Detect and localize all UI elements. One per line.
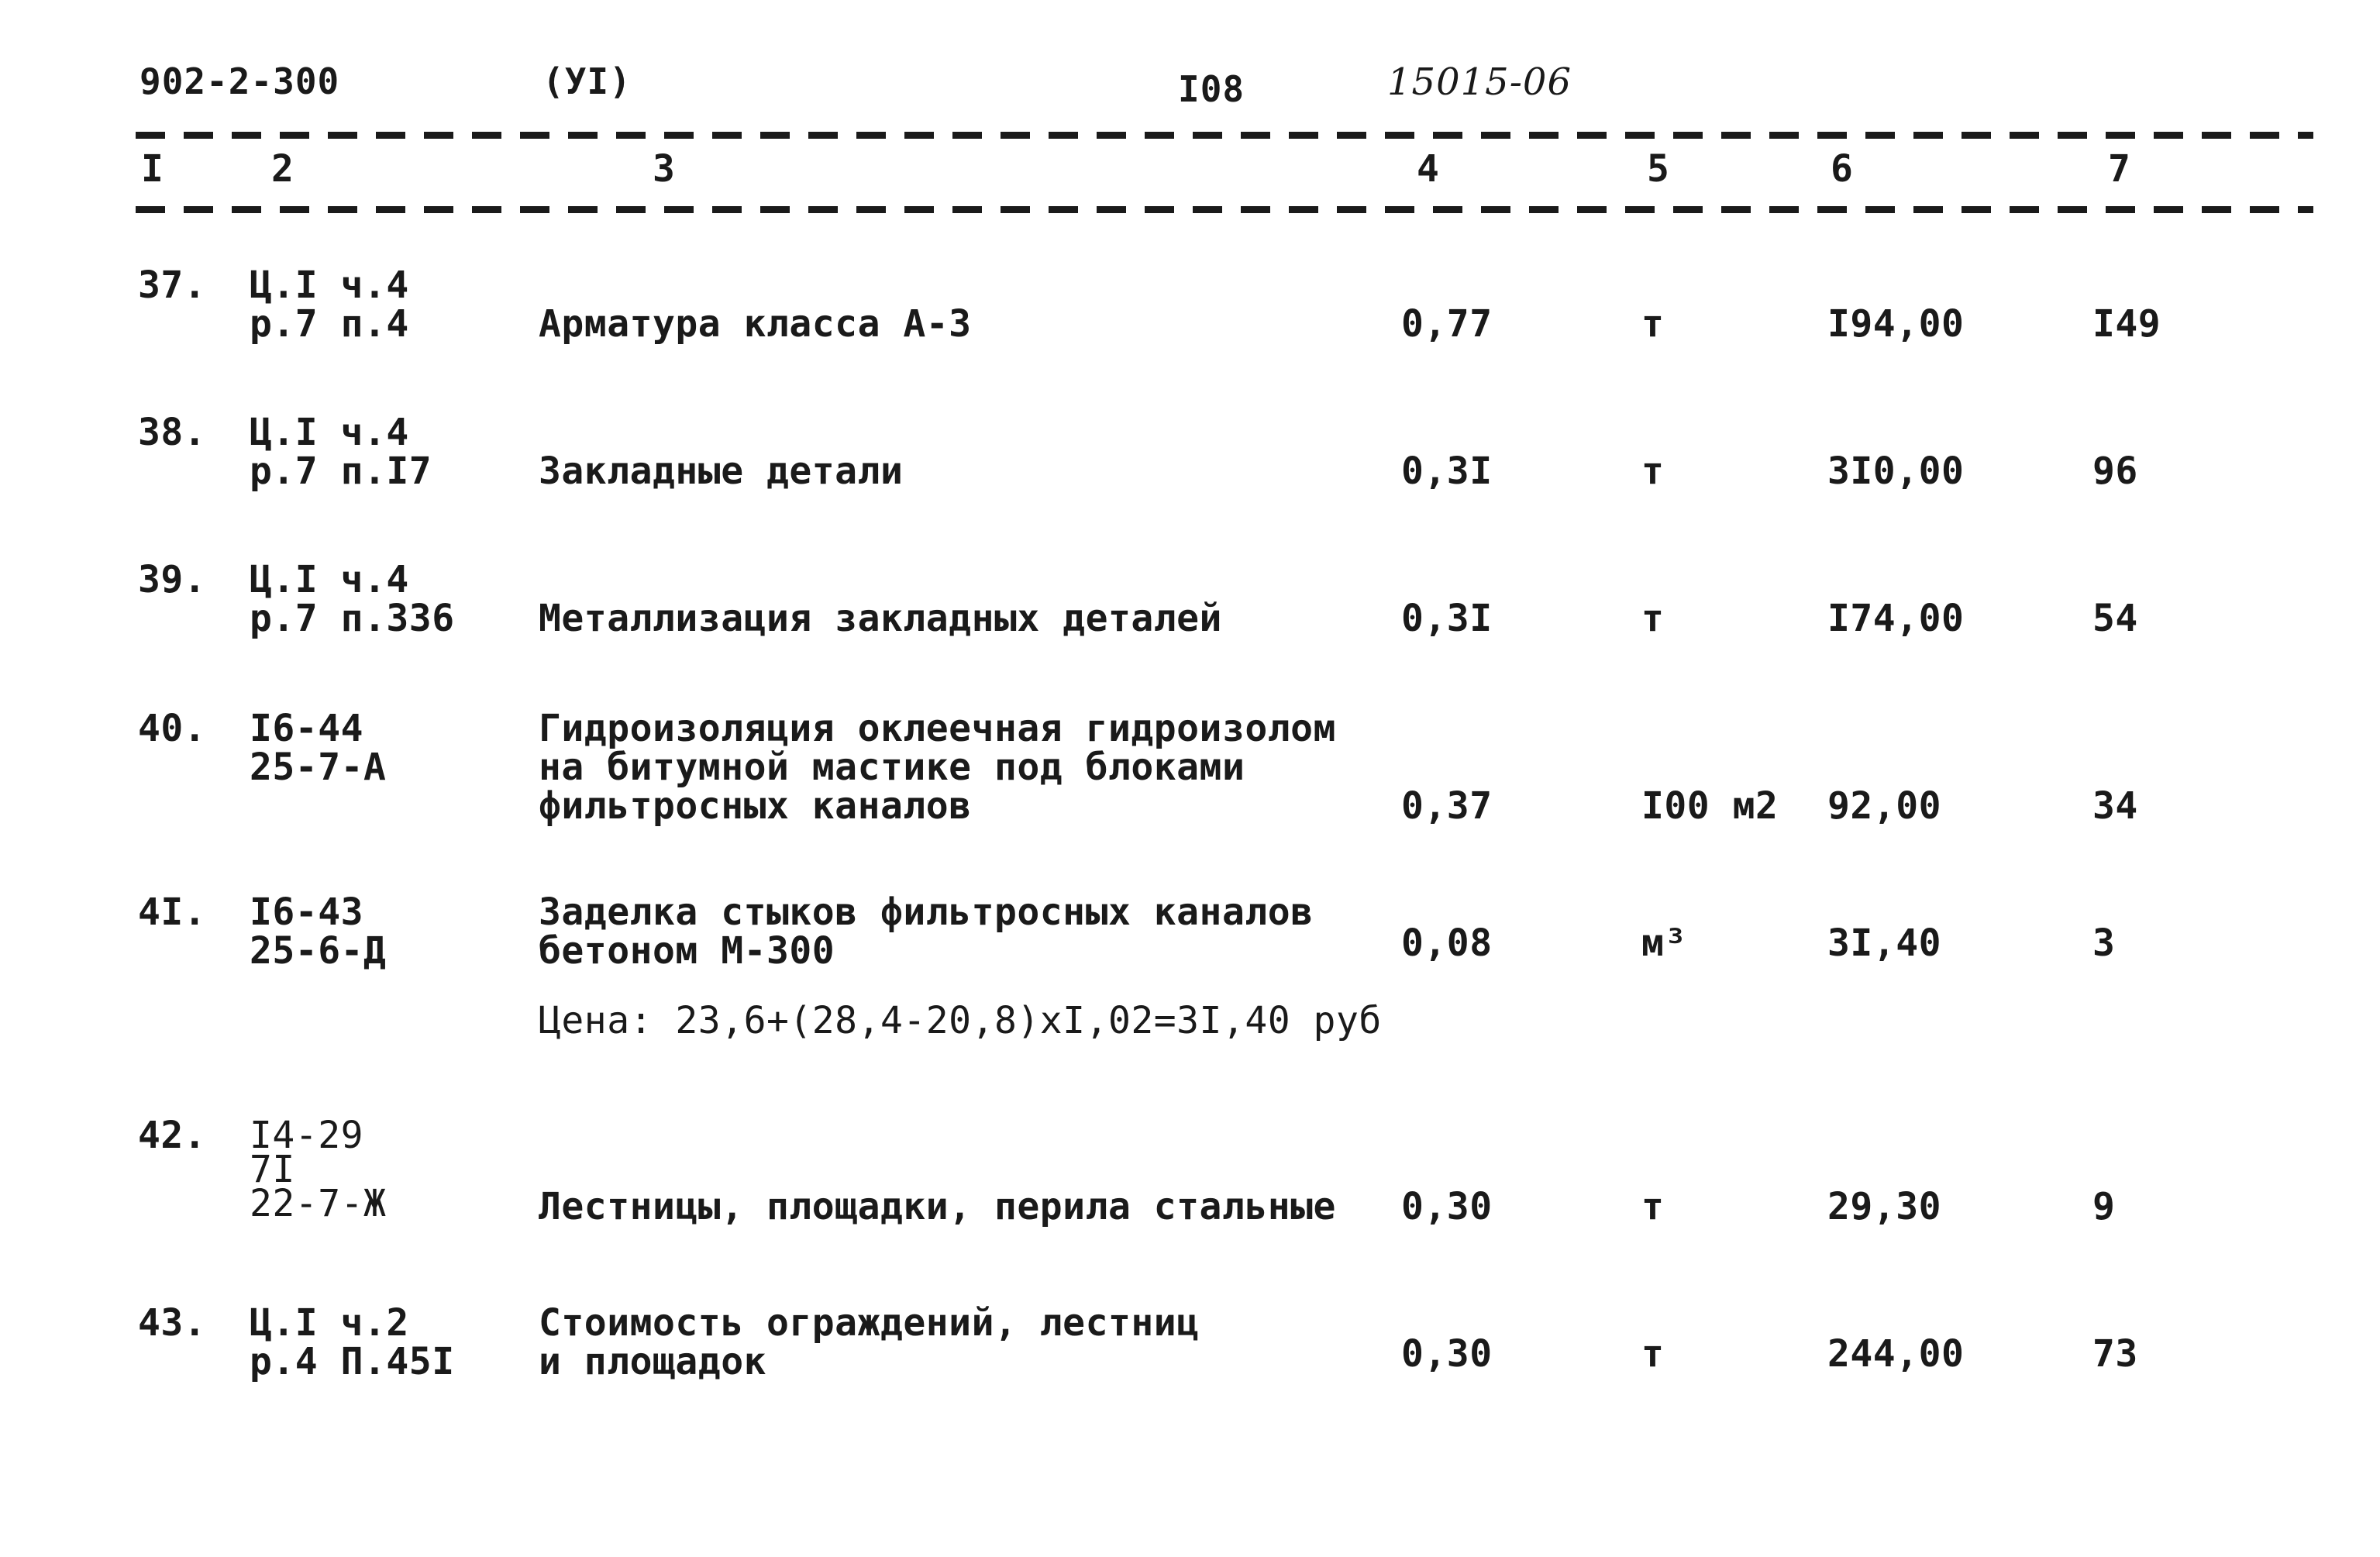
row-quantity: 0,37 <box>1401 784 1493 828</box>
price-calculation-note: Цена: 23,6+(28,4-20,8)хI,02=3I,40 руб <box>539 999 1382 1042</box>
header-top-rule <box>136 132 2313 139</box>
row-unit: т <box>1641 450 1665 493</box>
column-header-1: I <box>141 147 164 191</box>
row-reference: Ц.I ч.2 р.4 П.45I <box>250 1301 455 1383</box>
row-description: Заделка стыков фильтросных каналов бетоном М-300 <box>539 890 1314 973</box>
handwritten-reference: 15015-06 <box>1387 60 1572 104</box>
column-header-3: 3 <box>653 147 675 191</box>
header-bottom-rule <box>136 206 2313 213</box>
row-total: I49 <box>2092 302 2161 346</box>
row-number: 40. <box>138 707 207 750</box>
row-quantity: 0,08 <box>1401 921 1493 965</box>
row-unit: т <box>1641 1332 1665 1376</box>
row-quantity: 0,77 <box>1401 302 1493 346</box>
row-description: Металлизация закладных деталей <box>539 597 1222 640</box>
section-code: (УI) <box>542 60 632 102</box>
row-reference: I4-29 7I 22-7-Ж <box>250 1114 387 1225</box>
row-reference: Ц.I ч.4 р.7 п.4 <box>250 264 409 346</box>
row-unit: т <box>1641 1185 1665 1228</box>
row-description: Стоимость ограждений, лестниц и площадок <box>539 1301 1200 1383</box>
row-number: 43. <box>138 1301 207 1345</box>
row-number: 42. <box>138 1114 207 1157</box>
row-description: Арматура класса А-3 <box>539 302 972 346</box>
column-header-5: 5 <box>1647 147 1669 191</box>
row-reference: I6-43 25-6-Д <box>250 890 387 973</box>
row-number: 37. <box>138 264 207 307</box>
row-quantity: 0,3I <box>1401 597 1493 640</box>
row-reference: Ц.I ч.4 р.7 п.336 <box>250 558 455 640</box>
row-description: Лестницы, площадки, перила стальные <box>539 1185 1336 1228</box>
row-total: 96 <box>2092 450 2138 493</box>
row-unit-price: 92,00 <box>1827 784 1941 828</box>
row-total: 73 <box>2092 1332 2138 1376</box>
row-unit-price: I94,00 <box>1827 302 1965 346</box>
row-reference: I6-44 25-7-А <box>250 707 387 789</box>
row-unit: т <box>1641 302 1665 346</box>
row-unit: I00 м2 <box>1641 784 1779 828</box>
row-description: Закладные детали <box>539 450 904 493</box>
row-total: 3 <box>2092 921 2116 965</box>
row-unit-price: I74,00 <box>1827 597 1965 640</box>
row-reference: Ц.I ч.4 р.7 п.I7 <box>250 411 432 493</box>
row-number: 38. <box>138 411 207 454</box>
row-total: 54 <box>2092 597 2138 640</box>
row-unit-price: 29,30 <box>1827 1185 1941 1228</box>
row-quantity: 0,30 <box>1401 1185 1493 1228</box>
row-total: 9 <box>2092 1185 2116 1228</box>
project-code: 902-2-300 <box>139 60 340 102</box>
row-unit-price: 3I0,00 <box>1827 450 1965 493</box>
row-quantity: 0,3I <box>1401 450 1493 493</box>
row-unit: м³ <box>1641 921 1687 965</box>
row-number: 4I. <box>138 890 207 934</box>
row-unit-price: 3I,40 <box>1827 921 1941 965</box>
column-header-2: 2 <box>271 147 294 191</box>
column-header-4: 4 <box>1417 147 1439 191</box>
row-number: 39. <box>138 558 207 601</box>
column-header-7: 7 <box>2108 147 2130 191</box>
row-unit: т <box>1641 597 1665 640</box>
row-description: Гидроизоляция оклеечная гидроизолом на битумной мастике под блоками фильтросных каналов <box>539 707 1336 828</box>
column-header-6: 6 <box>1831 147 1853 191</box>
row-quantity: 0,30 <box>1401 1332 1493 1376</box>
row-unit-price: 244,00 <box>1827 1332 1965 1376</box>
page-number: I08 <box>1178 68 1245 110</box>
row-total: 34 <box>2092 784 2138 828</box>
